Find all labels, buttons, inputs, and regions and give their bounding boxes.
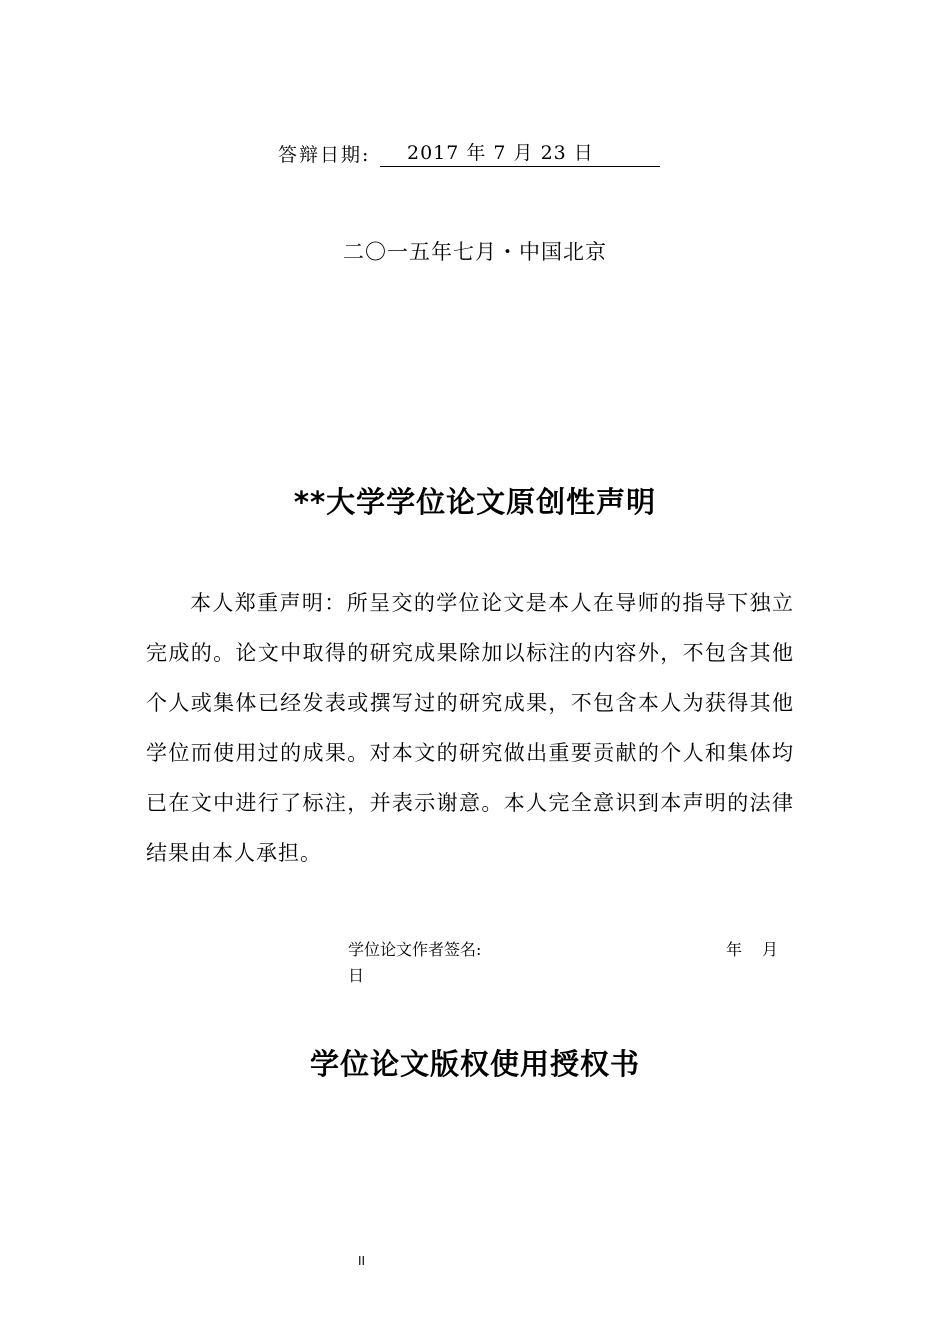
- defense-date-value: 2017 年 7 月 23 日: [380, 138, 660, 167]
- defense-date-row: [278, 138, 660, 164]
- author-signature-block: [348, 937, 788, 985]
- copyright-authorization-title: 学位论文版权使用授权书: [309, 1047, 640, 1081]
- author-signature-label: 学位论文作者签名:: [348, 940, 482, 959]
- originality-declaration-title: **大学学位论文原创性声明: [293, 485, 657, 519]
- signature-year-label: 年: [726, 940, 743, 959]
- page-number: II: [358, 1254, 366, 1268]
- signature-day-label: 日: [348, 966, 365, 985]
- originality-statement: 本人郑重声明：所呈交的学位论文是本人在导师的指导下独立完成的。论文中取得的研究成果除加以标注的内容外，不包含其他个人或集体已经发表或撰写过的研究成果，不包含本人为获得其他学位而使用过的成果。对本文的研究做出重要贡献的个人和集体均已在文中进行了标注，并表示谢意。本人完全意识到本声明的法律结果由本人承担。: [146, 591, 794, 865]
- defense-date-label: 答辩日期:: [278, 144, 371, 166]
- place-and-date: 二〇一五年七月・中国北京: [343, 240, 607, 264]
- signature-month-label: 月: [762, 940, 779, 959]
